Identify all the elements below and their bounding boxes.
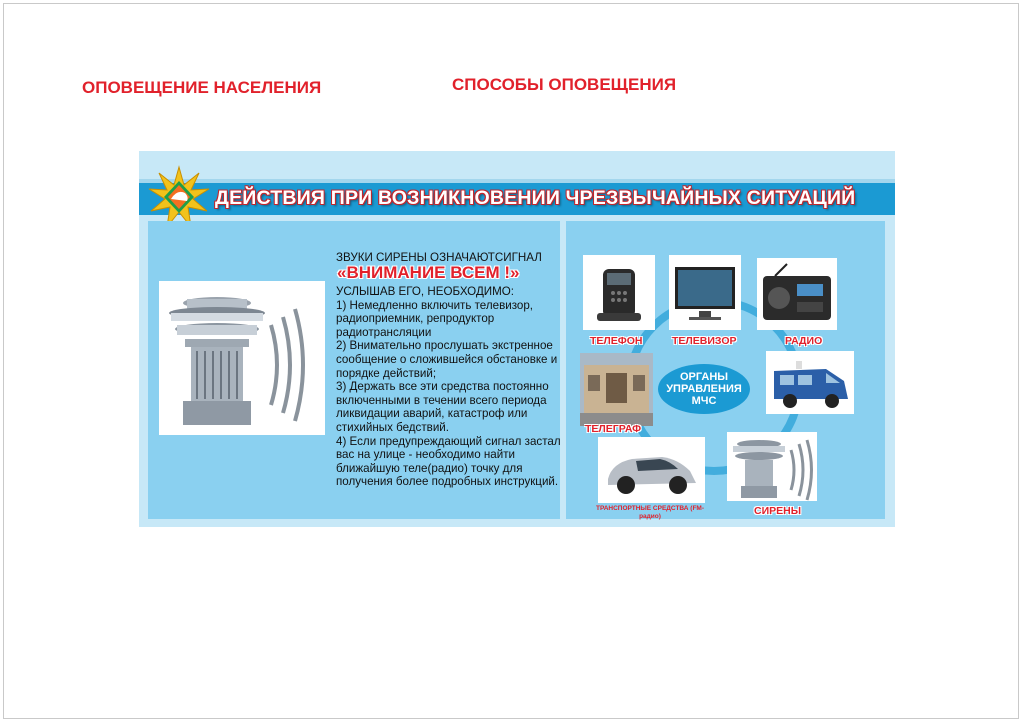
sirens-label: СИРЕНЫ [754, 505, 801, 517]
tv-label: ТЕЛЕВИЗОР [672, 335, 737, 347]
siren-small-card [727, 432, 817, 501]
right-heading: СПОСОБЫ ОПОВЕЩЕНИЯ [452, 75, 677, 94]
instructions-steps [336, 285, 566, 489]
van-card [766, 351, 854, 414]
transport-label: ТРАНСПОРТНЫЕ СРЕДСТВА (FM-радио) [595, 505, 705, 520]
phone-label: ТЕЛЕФОН [590, 335, 643, 347]
radio-icon [757, 258, 837, 330]
attention-signal: «ВНИМАНИЕ ВСЕМ !» [337, 263, 520, 282]
title-bar [139, 179, 895, 215]
siren-small-icon [727, 432, 817, 501]
telegraph-label: ТЕЛЕГРАФ [585, 423, 642, 435]
step-2: 2) Внимательно прослушать экстренное сообщение о сложившейся обстановке и порядке действий; [336, 339, 558, 380]
phone-icon [583, 255, 655, 330]
telegraph-card [580, 353, 653, 426]
car-icon [598, 437, 705, 503]
siren-line: ЗВУКИ СИРЕНЫ ОЗНАЧАЮТСИГНАЛ [336, 251, 542, 264]
step-3: 3) Держать все эти средства постоянно включенными в течении всего периода ликвидации аварий, катастроф или стихийных бедствий. [336, 380, 549, 434]
emergency-van-icon [766, 351, 854, 414]
step-4: 4) Если предупреждающий сигнал застал вас на улице - необходимо найти ближайшую теле(радио) точку для получения более подробных инструкций. [336, 434, 561, 489]
mchs-center: ОРГАНЫ УПРАВЛЕНИЯ МЧС [658, 364, 750, 414]
siren-illustration [159, 281, 325, 435]
telegraph-building-icon [580, 353, 653, 426]
emergency-emblem-icon [147, 165, 211, 229]
phone-card [583, 255, 655, 330]
step-1: 1) Немедленно включить телевизор, радиоприемник, репродуктор радиотрансляции [336, 298, 534, 339]
left-heading: ОПОВЕЩЕНИЕ НАСЕЛЕНИЯ [82, 78, 322, 97]
radio-label: РАДИО [785, 335, 823, 347]
tv-icon [669, 255, 741, 330]
radio-card [757, 258, 837, 330]
hearing-line: УСЛЫШАВ ЕГО, НЕОБХОДИМО: [336, 285, 515, 298]
car-card [598, 437, 705, 503]
tv-card [669, 255, 741, 330]
poster-title: ДЕЙСТВИЯ ПРИ ВОЗНИКНОВЕНИИ ЧРЕЗВЫЧАЙНЫХ СИТУАЦИЙ [215, 187, 856, 209]
